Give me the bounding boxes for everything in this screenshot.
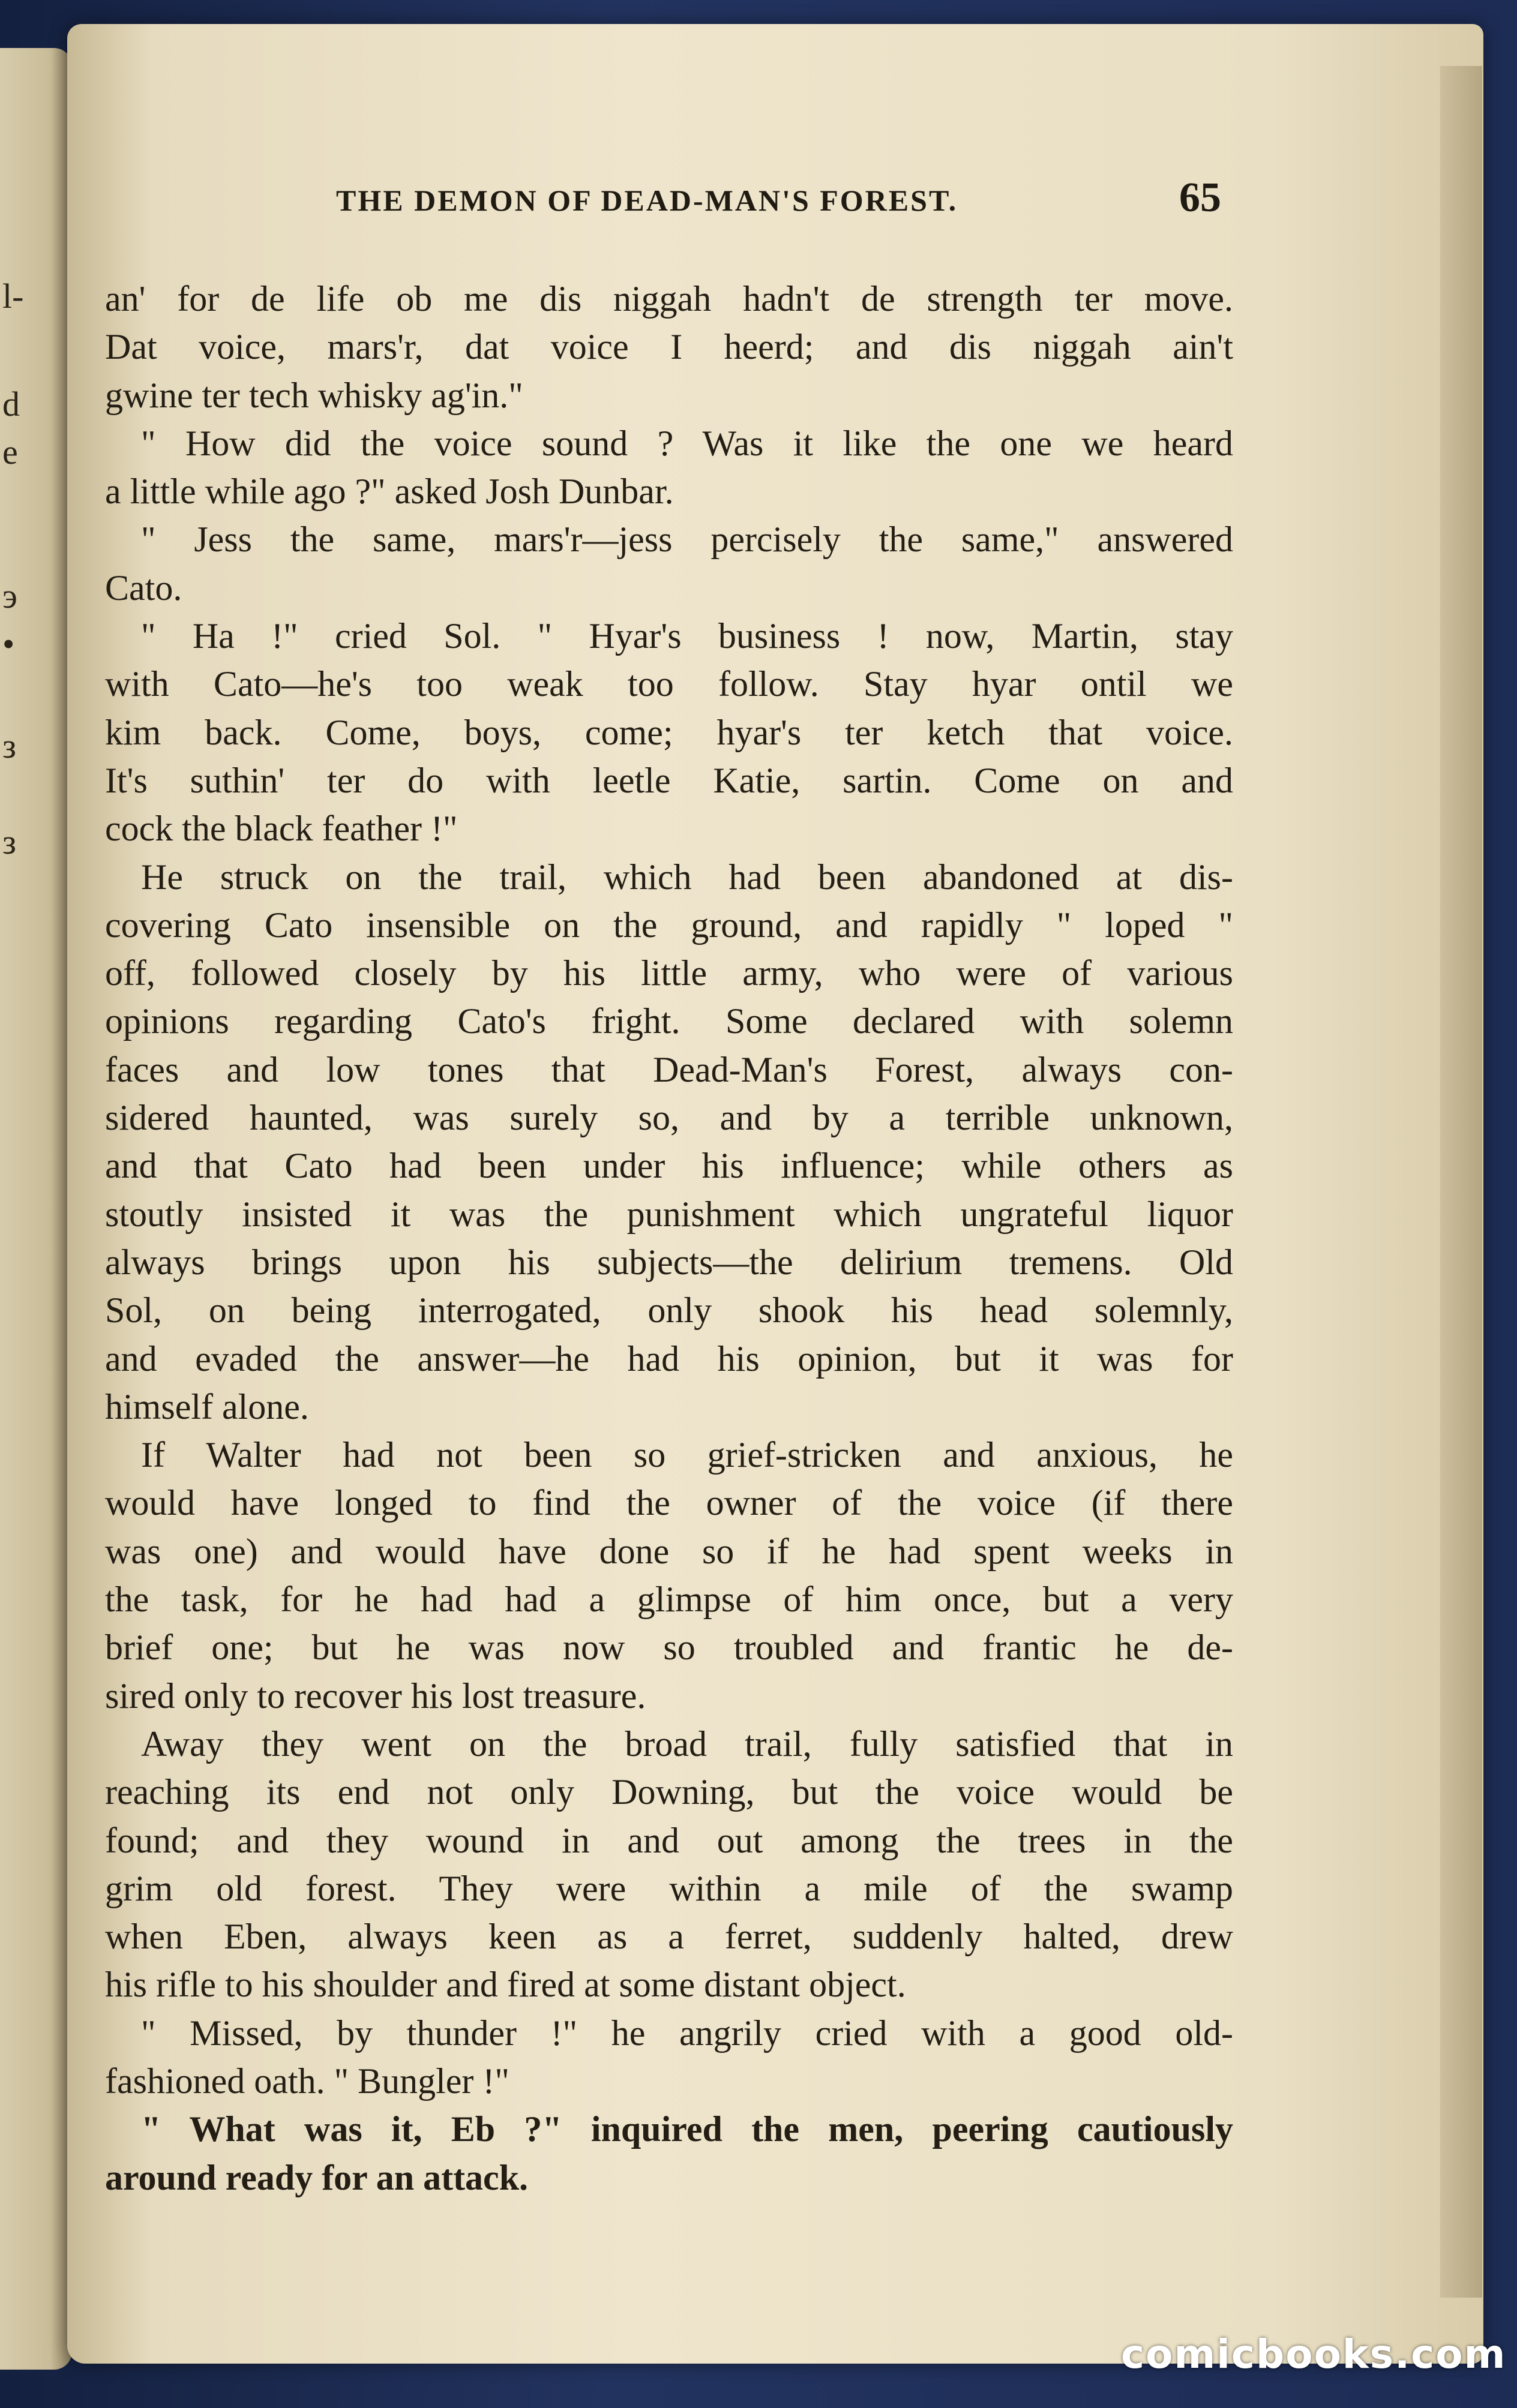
text-line: around ready for an attack.: [105, 2157, 529, 2197]
text-line: was one) and would have done so if he had spent weeks in: [105, 1531, 1233, 1571]
text-line: brief one; but he was now so troubled and frantic he de-: [105, 1628, 1233, 1668]
text-line: kim back. Come, boys, come; hyar's ter ketch that voice.: [105, 712, 1233, 752]
text-line: covering Cato insensible on the ground, and rapidly " loped ": [105, 905, 1233, 945]
facing-page-edge: [0, 48, 72, 2370]
text-line: grim old forest. They were within a mile of the swamp: [105, 1868, 1233, 1908]
text-line: and evaded the answer—he had his opinion, but it was for: [105, 1338, 1233, 1379]
text-line: fashioned oath. " Bungler !": [105, 2061, 509, 2101]
text-line: the task, for he had had a glimpse of him once, but a very: [105, 1580, 1233, 1620]
facing-page-fragment: d: [2, 385, 20, 424]
text-line: He struck on the trail, which had been abandoned at dis-: [141, 857, 1233, 897]
text-line: " Jess the same, mars'r—jess percisely the same," answered: [141, 520, 1233, 560]
facing-page-fragment: e: [2, 433, 18, 472]
text-line: with Cato—he's too weak too follow. Stay hyar ontil we: [105, 664, 1233, 704]
facing-page-fragment: з: [2, 822, 16, 861]
text-line: himself alone.: [105, 1386, 309, 1427]
text-line: cock the black feather !": [105, 809, 458, 849]
text-line: Away they went on the broad trail, fully satisfied that in: [141, 1724, 1233, 1764]
text-line: off, followed closely by his little army, who were of various: [105, 953, 1233, 993]
text-line: would have longed to find the owner of the voice (if there: [105, 1483, 1233, 1523]
text-line: when Eben, always keen as a ferret, suddenly halted, drew: [105, 1917, 1233, 1957]
text-line: and that Cato had been under his influence; while others as: [105, 1146, 1233, 1186]
text-line: It's suthin' ter do with leetle Katie, sartin. Come on and: [105, 760, 1233, 800]
text-line: Cato.: [105, 568, 182, 608]
running-head: THE DEMON OF DEAD-MAN'S FOREST.: [336, 184, 958, 217]
text-line: " Missed, by thunder !" he angrily cried with a good old-: [141, 2013, 1233, 2053]
text-line: an' for de life ob me dis niggah hadn't de strength ter move.: [105, 279, 1233, 319]
facing-page-fragment: l-: [2, 277, 24, 316]
facing-page-fragment: з: [2, 726, 16, 765]
watermark: comicbooks.com: [1121, 2331, 1507, 2377]
page-stack-edge: [1440, 66, 1482, 2298]
text-line: gwine ter tech whisky ag'in.": [105, 375, 523, 415]
facing-page-fragment: •: [2, 624, 15, 663]
text-line: If Walter had not been so grief-stricken and anxious, he: [141, 1435, 1233, 1475]
text-line: a little while ago ?" asked Josh Dunbar.: [105, 472, 674, 512]
text-line: sired only to recover his lost treasure.: [105, 1676, 646, 1716]
text-line: always brings upon his subjects—the delirium tremens. Old: [105, 1242, 1233, 1282]
text-line: faces and low tones that Dead-Man's Forest, always con-: [105, 1049, 1233, 1089]
text-line: " What was it, Eb ?" inquired the men, peering cautiously: [141, 2109, 1233, 2149]
page-number: 65: [1179, 175, 1221, 221]
text-line: Sol, on being interrogated, only shook his head solemnly,: [105, 1290, 1233, 1331]
text-line: stoutly insisted it was the punishment which ungrateful liquor: [105, 1194, 1233, 1234]
text-line: reaching its end not only Downing, but the voice would be: [105, 1772, 1233, 1812]
text-line: opinions regarding Cato's fright. Some declared with solemn: [105, 1001, 1233, 1041]
text-line: Dat voice, mars'r, dat voice I heerd; and dis niggah ain't: [105, 327, 1233, 367]
facing-page-fragment: э: [2, 577, 17, 615]
text-line: " How did the voice sound ? Was it like the one we heard: [141, 423, 1233, 463]
text-line: sidered haunted, was surely so, and by a terrible unknown,: [105, 1098, 1233, 1138]
text-line: found; and they wound in and out among the trees in the: [105, 1820, 1233, 1860]
text-line: his rifle to his shoulder and fired at some distant object.: [105, 1965, 906, 2005]
text-line: " Ha !" cried Sol. " Hyar's business ! now, Martin, stay: [141, 616, 1233, 656]
body-text: [105, 275, 1233, 2202]
